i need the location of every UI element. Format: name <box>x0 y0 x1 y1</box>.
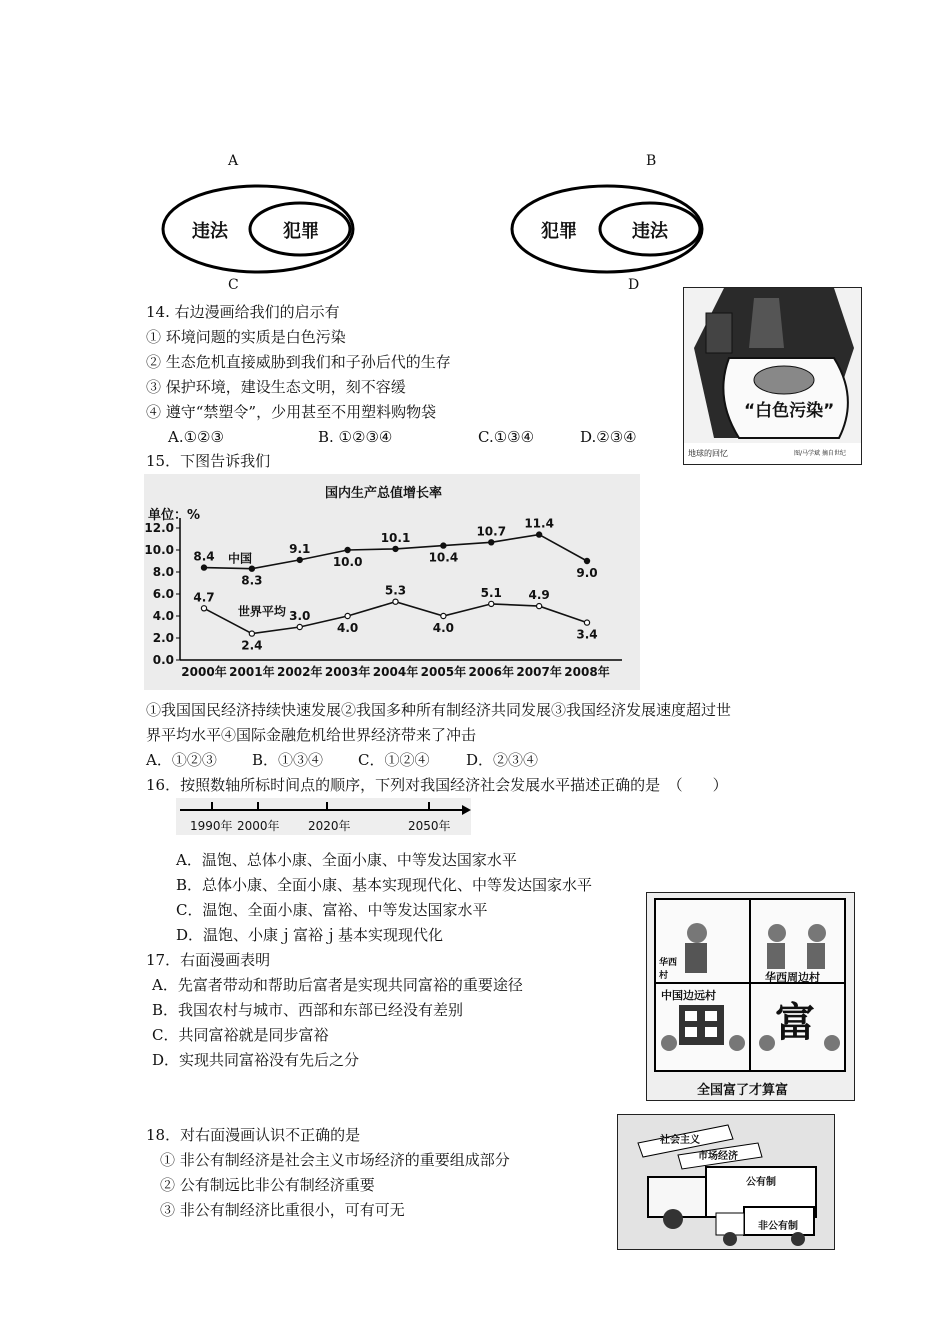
cartoon-earth-illustration <box>684 288 861 464</box>
series-point-1 <box>345 613 350 618</box>
q14-cartoon <box>683 287 862 465</box>
q16-timeline <box>176 798 471 835</box>
q18-stem: 18．对右面漫画认识不正确的是 <box>146 1126 361 1144</box>
q15-option-a[interactable]: A．①②③ <box>146 751 217 769</box>
data-label: 10.1 <box>380 530 411 545</box>
series-point-0 <box>489 540 494 545</box>
data-label: 4.0 <box>336 621 359 635</box>
left-outer-label: 违法 <box>192 221 228 242</box>
q14-option-b[interactable]: B. ①②③④ <box>318 428 393 446</box>
q16-option-a[interactable]: A．温饱、总体小康、全面小康、中等发达国家水平 <box>176 851 517 869</box>
right-inner-label: 违法 <box>632 221 668 242</box>
y-tick-label: 0.0 <box>152 653 174 667</box>
x-tick-label: 2006年 <box>468 665 514 679</box>
q17-option-a[interactable]: A．先富者带动和帮助后富者是实现共同富裕的重要途径 <box>152 976 523 994</box>
cartoon-caption-left: 地球的回忆 <box>688 449 728 458</box>
cartoon-truck-public: 公有制 <box>746 1177 776 1188</box>
q16-option-d[interactable]: D．温饱、小康ｊ富裕ｊ基本实现现代化 <box>176 926 444 944</box>
data-label: 2.4 <box>241 638 263 653</box>
cartoon-truck-private: 非公有制 <box>758 1221 798 1232</box>
timeline-2050: 2050年 <box>408 819 451 833</box>
data-label: 8.4 <box>193 549 215 564</box>
data-label: 9.0 <box>576 566 598 580</box>
q17-stem: 17．右面漫画表明 <box>146 951 271 969</box>
q17-option-d[interactable]: D．实现共同富裕没有先后之分 <box>152 1051 360 1069</box>
series-point-0 <box>441 543 446 548</box>
q18-item-2: ② 公有制远比非公有制经济重要 <box>160 1176 375 1194</box>
q16-option-c[interactable]: C．温饱、全面小康、富裕、中等发达国家水平 <box>176 901 488 919</box>
data-label: 3.0 <box>289 609 311 623</box>
cartoon-rich-char: 富 <box>775 1000 815 1046</box>
x-tick-label: 2003年 <box>324 665 371 679</box>
series-point-0 <box>297 557 302 562</box>
cartoon-panel-3-label: 中国边远村 <box>661 989 716 1002</box>
cartoon-caption: 全国富了才算富 <box>697 1083 789 1098</box>
q14-option-c[interactable]: C.①③④ <box>478 428 535 446</box>
series-point-1 <box>584 620 589 625</box>
q14-option-d[interactable]: D.②③④ <box>580 428 637 446</box>
series-point-1 <box>489 601 494 606</box>
series-point-0 <box>249 566 254 571</box>
cartoon-panel-2-label: 华西周边村 <box>765 971 820 984</box>
data-label: 10.7 <box>476 524 507 539</box>
q14-item-2: ② 生态危机直接威胁到我们和子孙后代的生存 <box>146 353 451 371</box>
label-d: D <box>628 277 640 293</box>
q14-option-a[interactable]: A.①②③ <box>168 428 224 446</box>
q15-option-d[interactable]: D．②③④ <box>466 751 539 769</box>
timeline-2000: 2000年 <box>237 819 280 833</box>
q16-option-b[interactable]: B．总体小康、全面小康、基本实现现代化、中等发达国家水平 <box>176 876 593 894</box>
data-label: 4.0 <box>432 621 455 635</box>
data-label: 4.9 <box>528 588 550 603</box>
cartoon-panel-1-label: 华西村 <box>659 958 678 981</box>
y-tick-label: 4.0 <box>152 609 174 623</box>
data-label: 10.4 <box>428 550 459 565</box>
data-label: 8.3 <box>241 573 263 588</box>
series-point-1 <box>537 604 542 609</box>
cartoon-bag-text: “白色污染” <box>744 401 835 421</box>
cartoon-sign-market: 市场经济 <box>698 1151 738 1162</box>
q14-item-1: ① 环境问题的实质是白色污染 <box>146 328 346 346</box>
q14-item-3: ③ 保护环境，建设生态文明，刻不容缓 <box>146 378 406 396</box>
series-name-label: 世界平均 <box>237 604 286 619</box>
series-point-1 <box>297 624 302 629</box>
q15-stem: 15．下图告诉我们 <box>146 452 271 470</box>
chart-ylabel: 单位：% <box>148 508 201 523</box>
timeline-1990: 1990年 <box>190 819 233 833</box>
series-point-1 <box>441 613 446 618</box>
left-inner-label: 犯罪 <box>283 221 319 242</box>
series-point-1 <box>249 631 254 636</box>
label-c: C <box>228 277 239 293</box>
series-point-1 <box>201 606 206 611</box>
data-label: 5.1 <box>480 585 502 600</box>
chart-plot <box>144 474 640 690</box>
series-point-0 <box>393 546 398 551</box>
series-point-0 <box>584 558 589 563</box>
q17-cartoon <box>646 892 855 1101</box>
q18-cartoon <box>617 1114 835 1250</box>
series-point-0 <box>345 547 350 552</box>
series-name-label: 中国 <box>227 551 253 566</box>
y-tick-label: 6.0 <box>152 587 174 601</box>
x-tick-label: 2007年 <box>516 665 562 679</box>
y-tick-label: 12.0 <box>144 521 174 535</box>
label-b: B <box>646 153 657 169</box>
q15-answer-line2: 界平均水平④国际金融危机给世界经济带来了冲击 <box>146 726 477 744</box>
x-tick-label: 2008年 <box>564 665 610 679</box>
timeline-2020: 2020年 <box>308 819 351 833</box>
ellipse-diagrams <box>0 0 950 300</box>
x-tick-label: 2002年 <box>277 665 323 679</box>
data-label: 9.1 <box>289 541 311 556</box>
data-label: 5.3 <box>384 583 407 598</box>
q14-stem: 14. 右边漫画给我们的启示有 <box>146 303 340 321</box>
gdp-chart <box>144 474 640 690</box>
series-point-0 <box>201 565 206 570</box>
y-tick-label: 8.0 <box>152 565 174 579</box>
series-point-1 <box>393 599 398 604</box>
y-tick-label: 10.0 <box>144 543 174 557</box>
chart-title: 国内生产总值增长率 <box>325 486 443 501</box>
q14-item-4: ④ 遵守“禁塑令”，少用甚至不用塑料购物袋 <box>146 403 437 421</box>
q17-option-c[interactable]: C．共同富裕就是同步富裕 <box>152 1026 329 1044</box>
cartoon-caption-right: 图/马学斌 摘自世纪 <box>794 450 846 457</box>
q15-answer-line1: ①我国国民经济持续快速发展②我国多种所有制经济共同发展③我国经济发展速度超过世 <box>146 701 732 719</box>
q17-option-b[interactable]: B．我国农村与城市、西部和东部已经没有差别 <box>152 1001 464 1019</box>
q15-option-c[interactable]: C．①②④ <box>358 751 430 769</box>
x-tick-label: 2004年 <box>372 665 419 679</box>
data-label: 3.4 <box>576 627 598 642</box>
label-a: A <box>228 153 239 169</box>
data-label: 4.7 <box>193 590 215 605</box>
data-label: 10.0 <box>332 555 363 569</box>
series-point-0 <box>537 532 542 537</box>
q18-item-3: ③ 非公有制经济比重很小，可有可无 <box>160 1201 405 1219</box>
q15-option-b[interactable]: B．①③④ <box>252 751 324 769</box>
right-outer-label: 犯罪 <box>541 221 577 242</box>
q18-item-1: ① 非公有制经济是社会主义市场经济的重要组成部分 <box>160 1151 510 1169</box>
q16-stem: 16．按照数轴所标时间点的顺序，下列对我国经济社会发展水平描述正确的是 （ ） <box>146 776 728 794</box>
cartoon-sign-socialism: 社会主义 <box>660 1135 700 1146</box>
x-tick-label: 2005年 <box>420 665 467 679</box>
x-tick-label: 2000年 <box>181 665 227 679</box>
x-tick-label: 2001年 <box>229 665 275 679</box>
data-label: 11.4 <box>524 516 554 531</box>
y-tick-label: 2.0 <box>152 631 174 645</box>
